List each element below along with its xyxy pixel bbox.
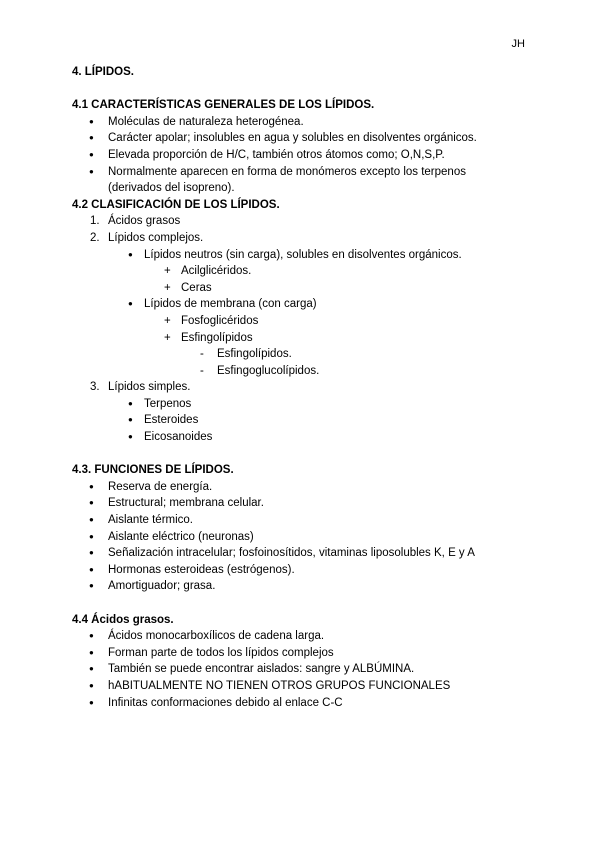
characteristics-list <box>72 114 532 197</box>
list-item: + Esfingolípidos <box>72 330 532 347</box>
list-item: ● Forman parte de todos los lípidos complejos <box>72 645 532 662</box>
chapter-title: 4. LÍPIDOS. <box>72 66 134 78</box>
numbered-item <box>72 230 532 247</box>
list-item: ● Aislante térmico. <box>72 512 532 529</box>
list-item: ● Esteroides <box>72 412 532 429</box>
functions-list <box>72 479 532 595</box>
section-heading-4-2: 4.2 CLASIFICACIÓN DE LOS LÍPIDOS. <box>72 198 280 211</box>
list-item: ● Lípidos de membrana (con carga) <box>72 296 532 313</box>
list-item: ● hABITUALMENTE NO TIENEN OTROS GRUPOS FUNCIONALES <box>72 678 532 695</box>
list-item: ● Infinitas conformaciones debido al enlace C-C <box>72 695 532 712</box>
numbered-item <box>72 379 532 396</box>
list-item: ● Carácter apolar; insolubles en agua y solubles en disolventes orgánicos. <box>72 130 532 147</box>
list-item: ● Eicosanoides <box>72 429 532 446</box>
list-item: ● Moléculas de naturaleza heterogénea. <box>72 114 532 131</box>
list-item: + Ceras <box>72 280 532 297</box>
list-item: ● Aislante eléctrico (neuronas) <box>72 529 532 546</box>
list-item: ● Estructural; membrana celular. <box>72 495 532 512</box>
list-item: ● Ácidos monocarboxílicos de cadena larga. <box>72 628 532 645</box>
section-heading-4-3: 4.3. FUNCIONES DE LÍPIDOS. <box>72 464 234 477</box>
list-item: ● También se puede encontrar aislados: sangre y ALBÚMINA. <box>72 661 532 678</box>
list-item: - Esfingoglucolípidos. <box>72 363 532 380</box>
list-item: + Acilglicéridos. <box>72 263 532 280</box>
item-label: Lípidos complejos. <box>108 231 204 244</box>
author-initials: JH <box>511 38 525 50</box>
list-item: ● Normalmente aparecen en forma de monómeros excepto los terpenos <box>72 164 532 181</box>
list-item: - Esfingolípidos. <box>72 346 532 363</box>
list-item: ● Elevada proporción de H/C, también otros átomos como; O,N,S,P. <box>72 147 532 164</box>
list-item: + Fosfoglicéridos <box>72 313 532 330</box>
item-label: Ácidos grasos <box>108 215 181 228</box>
list-item: ● Terpenos <box>72 396 532 413</box>
list-item: ● Lípidos neutros (sin carga), solubles en disolventes orgánicos. <box>72 247 532 264</box>
section-heading-4-1: 4.1 CARACTERÍSTICAS GENERALES DE LOS LÍPIDOS. <box>72 99 375 112</box>
list-item-continuation: (derivados del isopreno). <box>108 182 235 195</box>
list-item: ● Hormonas esteroideas (estrógenos). <box>72 562 532 579</box>
list-item: ● Señalización intracelular; fosfoinosítidos, vitaminas liposolubles K, E y A <box>72 545 532 562</box>
item-number: 1. <box>90 215 100 228</box>
item-number: 3. <box>90 381 100 394</box>
item-label: Lípidos simples. <box>108 381 191 394</box>
document-body <box>72 64 532 711</box>
fatty-acids-list <box>72 628 532 711</box>
list-item: ● Amortiguador; grasa. <box>72 578 532 595</box>
numbered-item <box>72 213 532 230</box>
list-item: ● Reserva de energía. <box>72 479 532 496</box>
section-heading-4-4: 4.4 Ácidos grasos. <box>72 613 174 626</box>
item-number: 2. <box>90 231 100 244</box>
